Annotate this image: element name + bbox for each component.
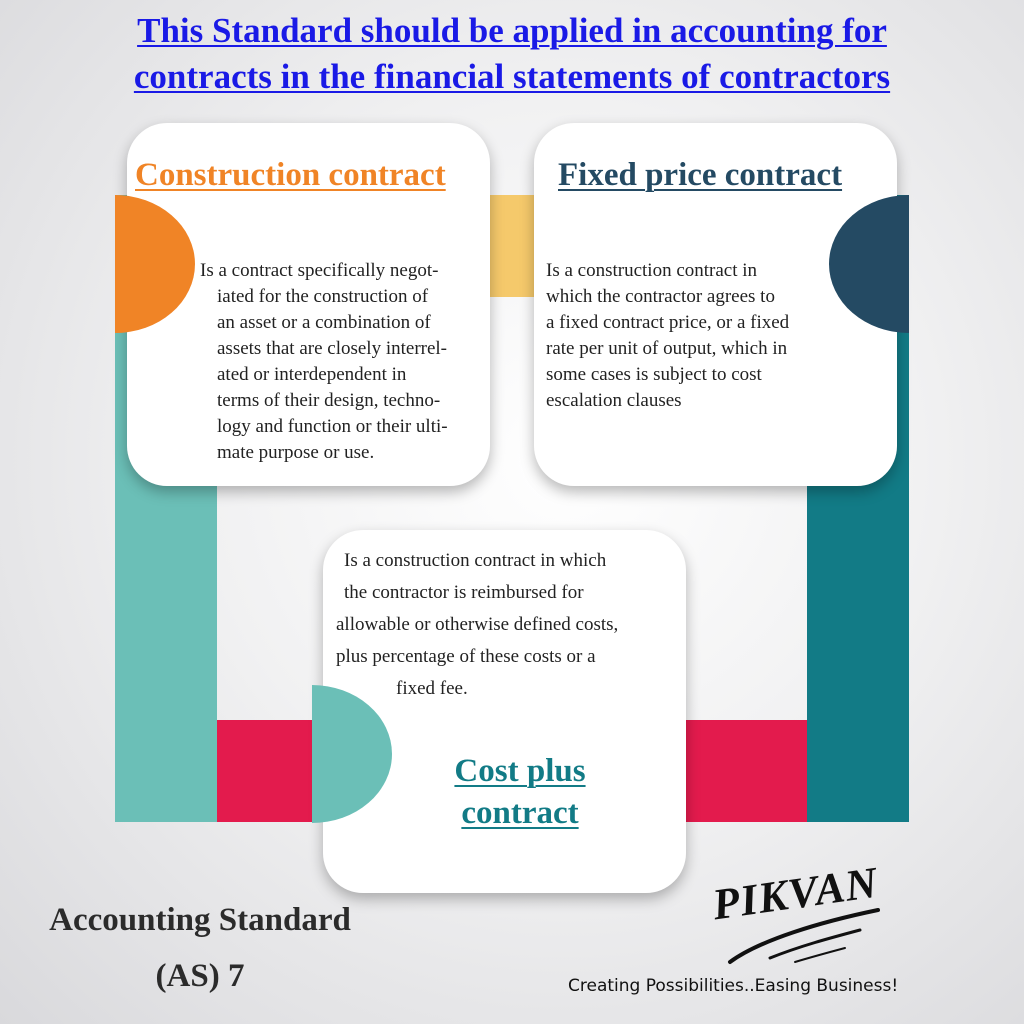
text-line: fixed fee. [396,678,468,699]
text-line: assets that are closely interrel- [217,338,448,359]
fixed-price-contract-title: Fixed price contract [558,157,843,193]
construction-contract-description [200,258,495,466]
construction-contract-title: Construction contract [135,157,446,193]
text-line: an asset or a combination of [217,312,431,333]
fixed-price-contract-description [546,258,846,414]
navy-half-disc [827,195,909,333]
bar-top-gold [490,195,536,297]
logo-swoosh-icon [700,900,900,980]
text-line: terms of their design, techno- [217,390,441,411]
text-line: allowable or otherwise defined costs, [336,614,619,635]
headline [60,8,964,100]
text-line: Is a construction contract in [546,260,758,281]
text-line: iated for the construction of [217,286,429,307]
cost-plus-contract-title [420,750,620,834]
text-line: mate purpose or use. [217,442,375,463]
standard-name-line-1: Accounting Standard [49,902,351,938]
text-line: logy and function or their ulti- [217,416,448,437]
cost-plus-contract-description [336,548,681,702]
cost-plus-title-line-2: contract [461,795,579,831]
text-line: ated or interdependent in [217,364,407,385]
headline-line-1: This Standard should be applied in accounting for [137,11,887,50]
teal-half-disc [312,685,394,823]
text-line: which the contractor agrees to [546,286,775,307]
orange-half-disc [115,195,197,333]
text-line: the contractor is reimbursed for [344,582,584,603]
text-line: rate per unit of output, which in [546,338,788,359]
pikvan-logo: PIKVAN [709,857,882,930]
text-line: Is a contract specifically negot- [200,260,439,281]
text-line: some cases is subject to cost [546,364,762,385]
text-line: a fixed contract price, or a fixed [546,312,790,333]
text-line: escalation clauses [546,390,682,411]
cost-plus-title-line-1: Cost plus [454,753,586,789]
standard-name-line-2: (AS) 7 [155,958,245,994]
company-tagline: Creating Possibilities..Easing Business! [568,976,899,996]
text-line: Is a construction contract in which [344,550,607,571]
text-line: plus percentage of these costs or a [336,646,596,667]
headline-line-2: contracts in the financial statements of contractors [133,57,891,96]
